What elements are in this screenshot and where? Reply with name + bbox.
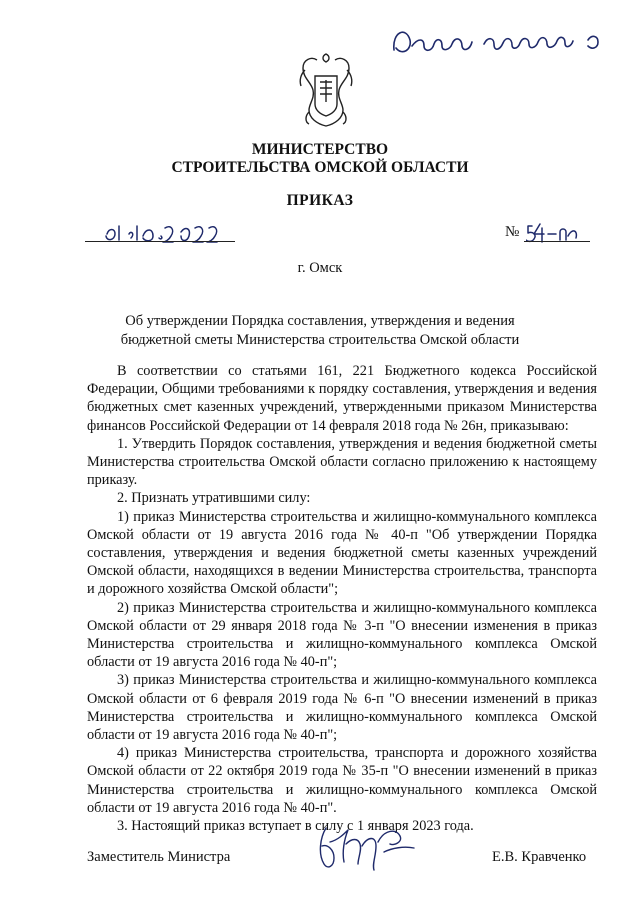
- number-underline: [524, 241, 590, 242]
- coat-of-arms-emblem: [295, 50, 357, 130]
- signer-title: Заместитель Министра: [87, 849, 231, 865]
- paragraph-preamble: В соответствии со статьями 161, 221 Бюджетного кодекса Российской Федерации, Общими требованиями к порядку составления, утверждения и ведения бюджетных смет казенных учреждений, утвержденными приказом Министерства финансов Российской Федерации от 14 февраля 2018 года № 26н, приказываю:: [87, 363, 597, 434]
- document-subject: Об утверждении Порядка составления, утверждения и ведения бюджетной сметы Министерства строительства Омской области: [120, 313, 520, 348]
- paragraph-subitem-3: 3) приказ Министерства строительства и жилищно-коммунального комплекса Омской области от 6 февраля 2019 года № 6-п "О внесении изменений в приказ Министерства строительства и жилищно-коммунального комплекса Омской области от 19 августа 2016 года № 40-п";: [87, 672, 597, 744]
- number-label: №: [505, 224, 520, 240]
- paragraph-subitem-1: 1) приказ Министерства строительства и жилищно-коммунального комплекса Омской области от 19 августа 2016 года № 40-п "Об утверждении Порядка составления, утверждения и ведения бюджетной сметы казенных учреждений Омской области, находящихся в ведении Министерства строительства, транспорта и дорожного хозяйства Омской области";: [87, 508, 597, 598]
- paragraph-item-1: 1. Утвердить Порядок составления, утверждения и ведения бюджетной сметы Министерства строительства Омской области согласно приложению к настоящему приказу.: [87, 435, 597, 489]
- paragraph-item-2: 2. Признать утратившими силу:: [117, 490, 311, 507]
- paragraph-subitem-2: 2) приказ Министерства строительства и жилищно-коммунального комплекса Омской области от 29 января 2018 года № 3-п "О внесении изменения в приказ Министерства строительства и жилищно-коммунального комплекса Омской области от 19 августа 2016 года № 40-п";: [87, 599, 597, 671]
- handwritten-signature: [312, 822, 422, 874]
- city-line: г. Омск: [297, 260, 343, 276]
- document-body: [87, 362, 597, 835]
- org-name-line-2: СТРОИТЕЛЬСТВА ОМСКОЙ ОБЛАСТИ: [171, 159, 469, 176]
- date-underline: [85, 241, 235, 242]
- paragraph-item-3: 3. Настоящий приказ вступает в силу с 1 января 2023 года.: [117, 818, 474, 835]
- signer-name: Е.В. Кравченко: [492, 849, 587, 865]
- handwritten-note: [388, 20, 610, 64]
- document-type-title: ПРИКАЗ: [286, 192, 354, 209]
- paragraph-subitem-4: 4) приказ Министерства строительства, транспорта и дорожного хозяйства Омской области от 22 октября 2019 года № 35-п "О внесении изменений в приказ Министерства строительства и жилищно-коммунального комплекса Омской области от 19 августа 2016 года № 40-п".: [87, 745, 597, 816]
- org-name-line-1: МИНИСТЕРСТВО: [251, 141, 389, 158]
